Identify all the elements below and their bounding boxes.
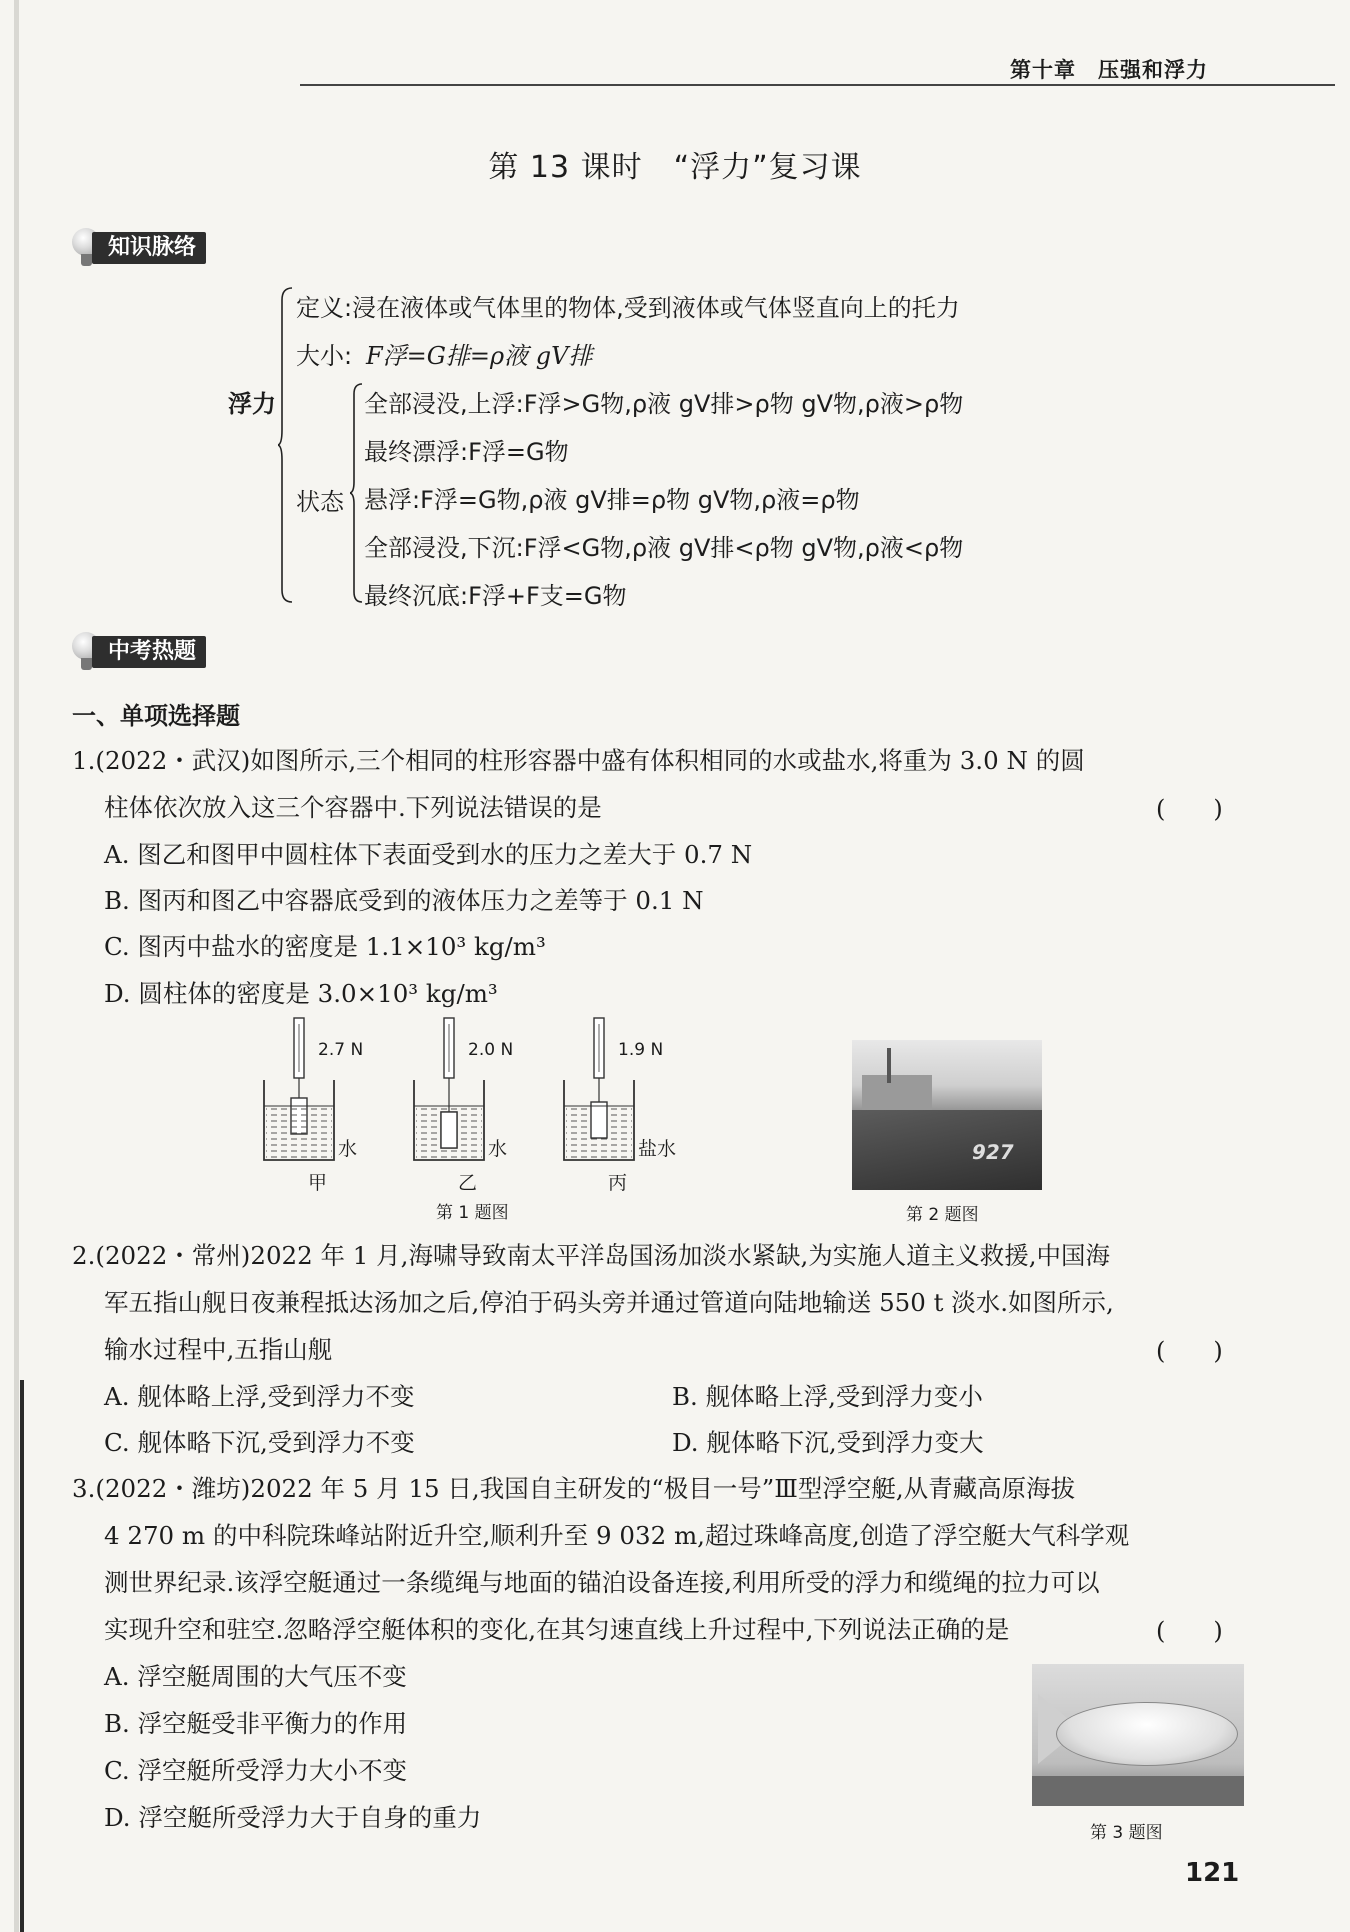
q3-stem3: 测世界纪录.该浮空艇通过一条缆绳与地面的锚泊设备连接,利用所受的浮力和缆绳的拉力可以 — [104, 1568, 1100, 1597]
map-state-4: 全部浸没,下沉:F浮<G物,ρ液 gV排<ρ物 gV物,ρ液<ρ物 — [364, 534, 964, 562]
q2-stem2: 军五指山舰日夜兼程抵达汤加之后,停泊于码头旁并通过管道向陆地输送 550 t 淡水.如图所示, — [104, 1288, 1114, 1317]
figure-2-caption: 第 2 题图 — [906, 1205, 979, 1225]
map-state-label: 状态 — [296, 488, 344, 516]
q2-option-d: D. 舰体略下沉,受到浮力变大 — [672, 1428, 984, 1457]
ground — [1032, 1776, 1244, 1806]
q2-option-c: C. 舰体略下沉,受到浮力不变 — [104, 1428, 415, 1457]
q1-answer-paren: ( ) — [1156, 795, 1223, 823]
q3-stem2: 4 270 m 的中科院珠峰站附近升空,顺利升至 9 032 m,超过珠峰高度,创造了浮空艇大气科学观 — [104, 1521, 1130, 1550]
q1-number: 1. — [72, 746, 96, 775]
ship-superstructure — [862, 1075, 932, 1115]
q2-source: (2022・常州) — [95, 1241, 251, 1270]
cylinder — [591, 1102, 607, 1138]
map-root: 浮力 — [228, 390, 276, 418]
reading-jia: 2.7 N — [318, 1040, 364, 1060]
section-title-knowledge: 知识脉络 — [92, 232, 206, 264]
lightbulb-base — [81, 254, 92, 266]
liquid-yi: 水 — [488, 1138, 508, 1160]
ship-mast — [887, 1048, 891, 1083]
q3-line1 — [72, 1470, 1075, 1505]
q3-answer-paren: ( ) — [1156, 1617, 1223, 1645]
chapter-header: 第十章 压强和浮力 — [1010, 58, 1208, 82]
section-title-exam: 中考热题 — [92, 636, 206, 668]
label-bing: 丙 — [608, 1172, 628, 1194]
reading-bing: 1.9 N — [618, 1040, 664, 1060]
figure-3-airship-photo — [1032, 1664, 1244, 1806]
map-definition: 定义:浸在液体或气体里的物体,受到液体或气体竖直向上的托力 — [296, 294, 960, 322]
q3-option-d: D. 浮空艇所受浮力大于自身的重力 — [104, 1803, 482, 1832]
q3-option-b: B. 浮空艇受非平衡力的作用 — [104, 1709, 408, 1738]
q1-stem1: 如图所示,三个相同的柱形容器中盛有体积相同的水或盐水,将重为 3.0 N 的圆 — [250, 746, 1085, 775]
page-edge-dark — [20, 1380, 24, 1932]
q2-answer-paren: ( ) — [1156, 1337, 1223, 1365]
label-yi: 乙 — [458, 1172, 478, 1194]
figure-1-caption: 第 1 题图 — [436, 1203, 509, 1223]
lightbulb-base — [81, 658, 92, 670]
q1-option-b: B. 图丙和图乙中容器底受到的液体压力之差等于 0.1 N — [104, 886, 704, 915]
part-title: 一、单项选择题 — [72, 702, 240, 730]
q1-source: (2022・武汉) — [95, 746, 251, 775]
q3-source: (2022・潍坊) — [95, 1474, 251, 1503]
q1-option-c: C. 图丙中盐水的密度是 1.1×10³ kg/m³ — [104, 932, 546, 961]
header-rule — [300, 84, 1335, 86]
q1-stem2: 柱体依次放入这三个容器中.下列说法错误的是 — [104, 793, 602, 822]
q3-stem4: 实现升空和驻空.忽略浮空艇体积的变化,在其匀速直线上升过程中,下列说法正确的是 — [104, 1615, 1010, 1644]
q3-stem1: 2022 年 5 月 15 日,我国自主研发的“极目一号”Ⅲ型浮空艇,从青藏高原海拔 — [250, 1474, 1076, 1503]
map-state-3: 悬浮:F浮=G物,ρ液 gV排=ρ物 gV物,ρ液=ρ物 — [364, 486, 860, 514]
q2-number: 2. — [72, 1241, 96, 1270]
main-brace — [278, 286, 294, 604]
reading-yi: 2.0 N — [468, 1040, 514, 1060]
map-size-label: 大小: — [296, 342, 353, 370]
q2-stem1: 2022 年 1 月,海啸导致南太平洋岛国汤加淡水紧缺,为实施人道主义救援,中国海 — [250, 1241, 1111, 1270]
state-brace — [350, 382, 364, 604]
q3-number: 3. — [72, 1474, 96, 1503]
map-size-formula: F浮=G排=ρ液 gV排 — [366, 342, 593, 370]
liquid-jia: 水 — [338, 1138, 358, 1160]
lesson-title: 第 13 课时 “浮力”复习课 — [488, 150, 862, 185]
map-state-1: 全部浸没,上浮:F浮>G物,ρ液 gV排>ρ物 gV物,ρ液>ρ物 — [364, 390, 964, 418]
q1-option-a: A. 图乙和图甲中圆柱体下表面受到水的压力之差大于 0.7 N — [104, 840, 753, 869]
q2-option-a: A. 舰体略上浮,受到浮力不变 — [104, 1382, 415, 1411]
q2-stem3: 输水过程中,五指山舰 — [104, 1335, 333, 1364]
figure-2-ship-photo — [852, 1040, 1042, 1190]
q1-option-d: D. 圆柱体的密度是 3.0×10³ kg/m³ — [104, 979, 498, 1008]
hull-number: 927 — [969, 1140, 1016, 1164]
q2-option-b: B. 舰体略上浮,受到浮力变小 — [672, 1382, 983, 1411]
page-edge — [14, 0, 19, 1932]
q2-line1 — [72, 1237, 1110, 1272]
page-number: 121 — [1185, 1858, 1240, 1888]
q3-option-c: C. 浮空艇所受浮力大小不变 — [104, 1756, 407, 1785]
figure-3-caption: 第 3 题图 — [1090, 1823, 1163, 1843]
q3-option-a: A. 浮空艇周围的大气压不变 — [104, 1662, 407, 1691]
q1-line1 — [72, 742, 1085, 777]
liquid-bing: 盐水 — [638, 1138, 677, 1160]
label-jia: 甲 — [308, 1172, 328, 1194]
map-state-2: 最终漂浮:F浮=G物 — [364, 438, 569, 466]
airship-body — [1056, 1702, 1238, 1766]
map-state-5: 最终沉底:F浮+F支=G物 — [364, 582, 627, 610]
